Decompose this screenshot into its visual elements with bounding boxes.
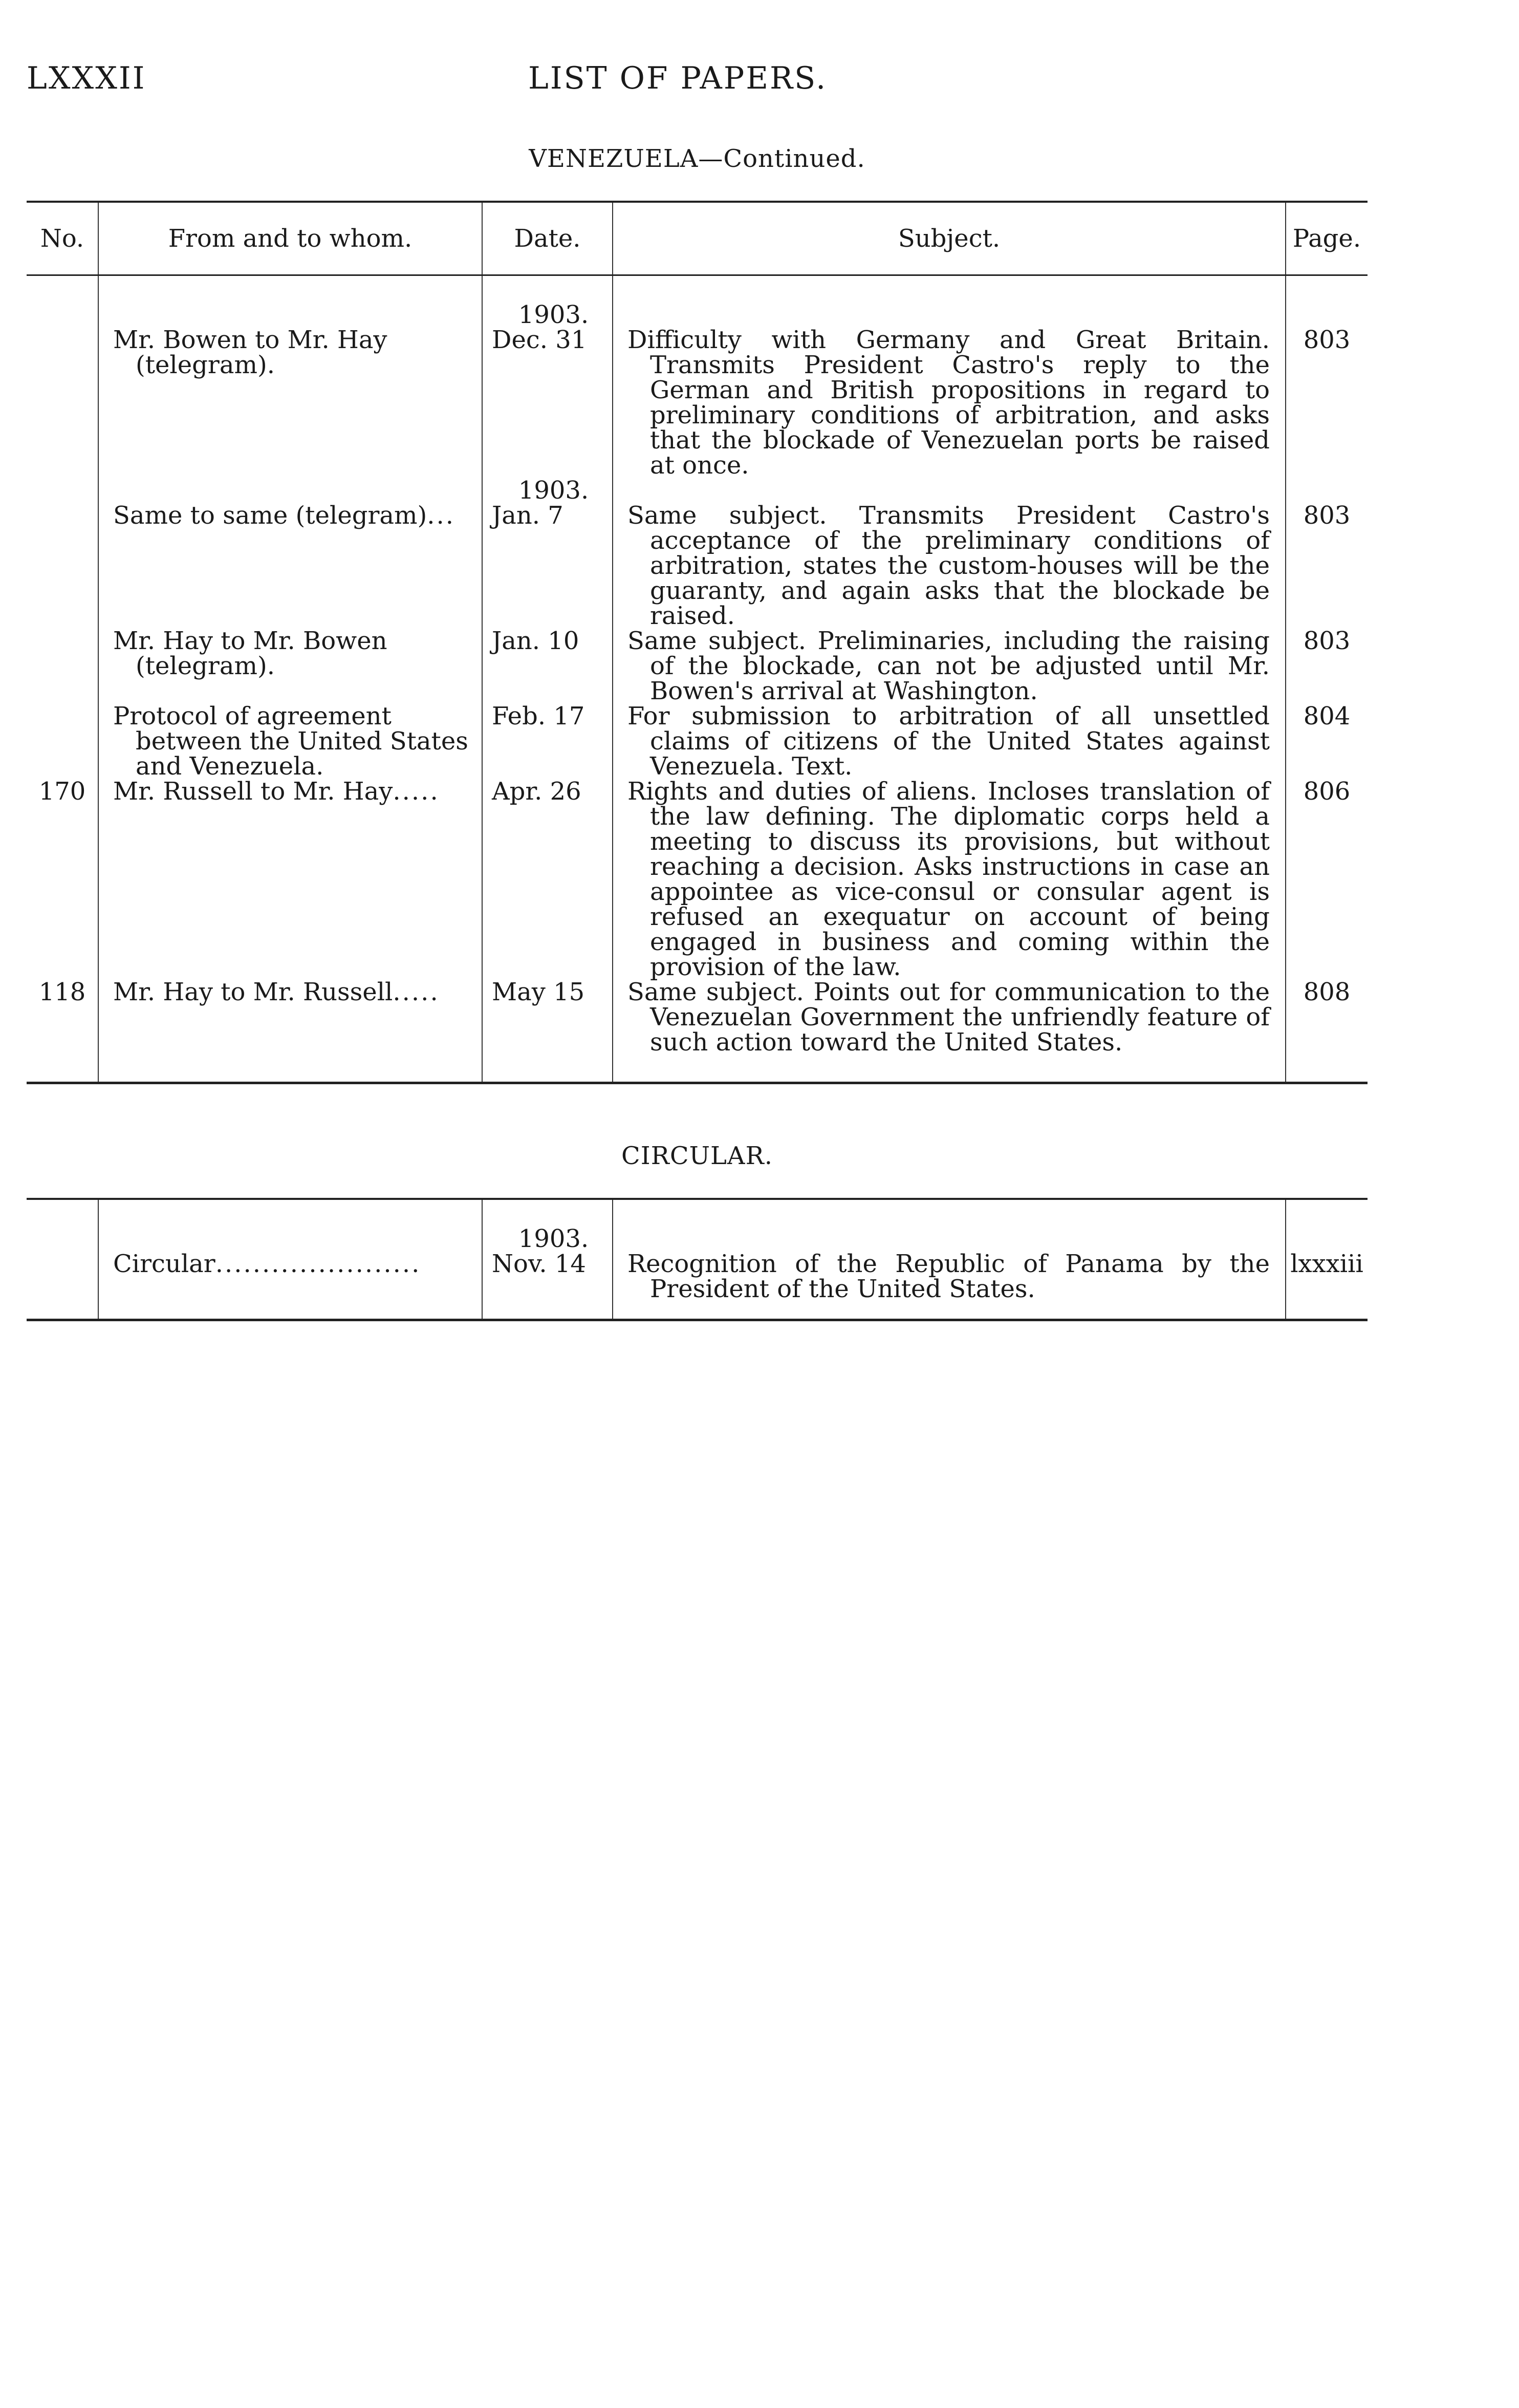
row-date: [482, 704, 613, 779]
subject-text: Same subject. Points out for communication to the Venezuelan Government the unfriendly feature of such action toward the United States.: [627, 978, 1270, 1057]
page-folio: LXXXII: [27, 60, 146, 96]
row-page: 803: [1286, 303, 1368, 478]
subject-text: Difficulty with Germany and Great Britain. Transmits President Castro's reply to the German and British propositions in regard to preliminary conditions of arbitration, and asks that the blockade of Venezuelan ports be raised at once.: [627, 326, 1270, 480]
column-header-subject: Subject.: [613, 202, 1286, 275]
from-to-text: [113, 980, 472, 1005]
papers-table-circular: [27, 1198, 1368, 1321]
row-date: [482, 779, 613, 980]
row-subject: [613, 629, 1286, 704]
subject-text: Recognition of the Republic of Panama by the President of the United States.: [627, 1250, 1270, 1303]
row-page: 803: [1286, 478, 1368, 629]
leader-dots: ......................: [215, 1250, 421, 1278]
table-row: [27, 303, 1368, 478]
running-head: [27, 60, 1368, 101]
column-header-no: No.: [27, 202, 98, 275]
row-page: 804: [1286, 704, 1368, 779]
from-to-text: Mr. Hay to Mr. Bowen (telegram).: [113, 627, 387, 680]
date-day: May 15: [492, 978, 585, 1006]
section-heading-circular: CIRCULAR.: [621, 1142, 773, 1170]
row-number: [27, 629, 98, 704]
row-date: [482, 1224, 613, 1320]
date-day: Jan. 10: [492, 627, 579, 655]
row-date: [482, 980, 613, 1055]
date-day: Dec. 31: [492, 326, 587, 354]
row-from-to: [98, 478, 482, 629]
section-heading-venezuela: VENEZUELA—Continued.: [529, 144, 865, 173]
row-number: [27, 1227, 98, 1320]
row-date: [482, 300, 613, 478]
row-subject: [613, 1227, 1286, 1320]
table-row: [27, 629, 1368, 704]
row-from-to: [98, 629, 482, 704]
from-to-text: [113, 503, 472, 528]
subject-text: Same subject. Transmits President Castro's acceptance of the preliminary conditions of arbitration, states the custom-houses will be the guaranty, and again asks that the blockade be raised.: [627, 501, 1270, 630]
column-header-date: Date.: [482, 202, 613, 275]
from-to-label: Circular: [113, 1250, 215, 1278]
leader-dots: .....: [393, 777, 440, 806]
row-subject: [613, 704, 1286, 779]
row-page: 808: [1286, 980, 1368, 1055]
row-number: [27, 478, 98, 629]
from-to-text: Mr. Bowen to Mr. Hay (telegram).: [113, 326, 387, 379]
date-year: 1903.: [518, 300, 589, 329]
column-header-from-to: From and to whom.: [98, 202, 482, 275]
from-to-text: [113, 1252, 472, 1277]
row-from-to: [98, 303, 482, 478]
leader-dots: .....: [393, 978, 440, 1006]
row-subject: [613, 478, 1286, 629]
column-header-page: Page.: [1286, 202, 1368, 275]
date-year: 1903.: [518, 476, 589, 505]
row-page: lxxxiii: [1286, 1227, 1368, 1320]
date-day: Apr. 26: [492, 777, 581, 806]
date-day: Nov. 14: [492, 1250, 586, 1278]
subject-text: Same subject. Preliminaries, including the raising of the blockade, can not be adjusted until Mr. Bowen's arrival at Washington.: [627, 627, 1270, 705]
row-page: 806: [1286, 779, 1368, 980]
from-to-label: Mr. Hay to Mr. Russell: [113, 978, 393, 1006]
table-row: [27, 1227, 1368, 1320]
row-from-to: [98, 779, 482, 980]
table-row: [27, 478, 1368, 629]
row-number: [27, 704, 98, 779]
row-number: 170: [38, 777, 86, 806]
row-from-to: [98, 704, 482, 779]
date-day: Jan. 7: [492, 501, 563, 530]
row-date: [482, 629, 613, 704]
date-year: 1903.: [518, 1224, 589, 1253]
from-to-text: Protocol of agreement between the United States and Venezuela.: [113, 702, 468, 781]
row-subject: [613, 303, 1286, 478]
row-from-to: [98, 1227, 482, 1320]
row-date: [482, 478, 613, 629]
row-page: 803: [1286, 629, 1368, 704]
table-header-row: [27, 202, 1368, 275]
from-to-text: [113, 779, 472, 804]
papers-table-venezuela: [27, 201, 1368, 1084]
from-to-label: Same to same (telegram): [113, 501, 427, 530]
from-to-label: Mr. Russell to Mr. Hay: [113, 777, 393, 806]
table-row: [27, 779, 1368, 980]
leader-dots: ...: [427, 501, 455, 530]
table-row: [27, 980, 1368, 1055]
row-number: [27, 303, 98, 478]
row-number: 118: [38, 978, 86, 1006]
table-row: [27, 704, 1368, 779]
row-from-to: [98, 980, 482, 1055]
subject-text: For submission to arbitration of all unsettled claims of citizens of the United States against Venezuela. Text.: [627, 702, 1270, 781]
row-subject: [613, 779, 1286, 980]
row-subject: [613, 980, 1286, 1055]
page-title: LIST OF PAPERS.: [528, 60, 828, 96]
date-day: Feb. 17: [492, 702, 585, 730]
subject-text: Rights and duties of aliens. Incloses translation of the law defining. The diplomatic corps held a meeting to discuss its provisions, but without reaching a decision. Asks instructions in case an appointee as vice-consul or consular agent is refused an exequatur on account of being engaged in business and coming within the provision of the law.: [627, 777, 1270, 981]
